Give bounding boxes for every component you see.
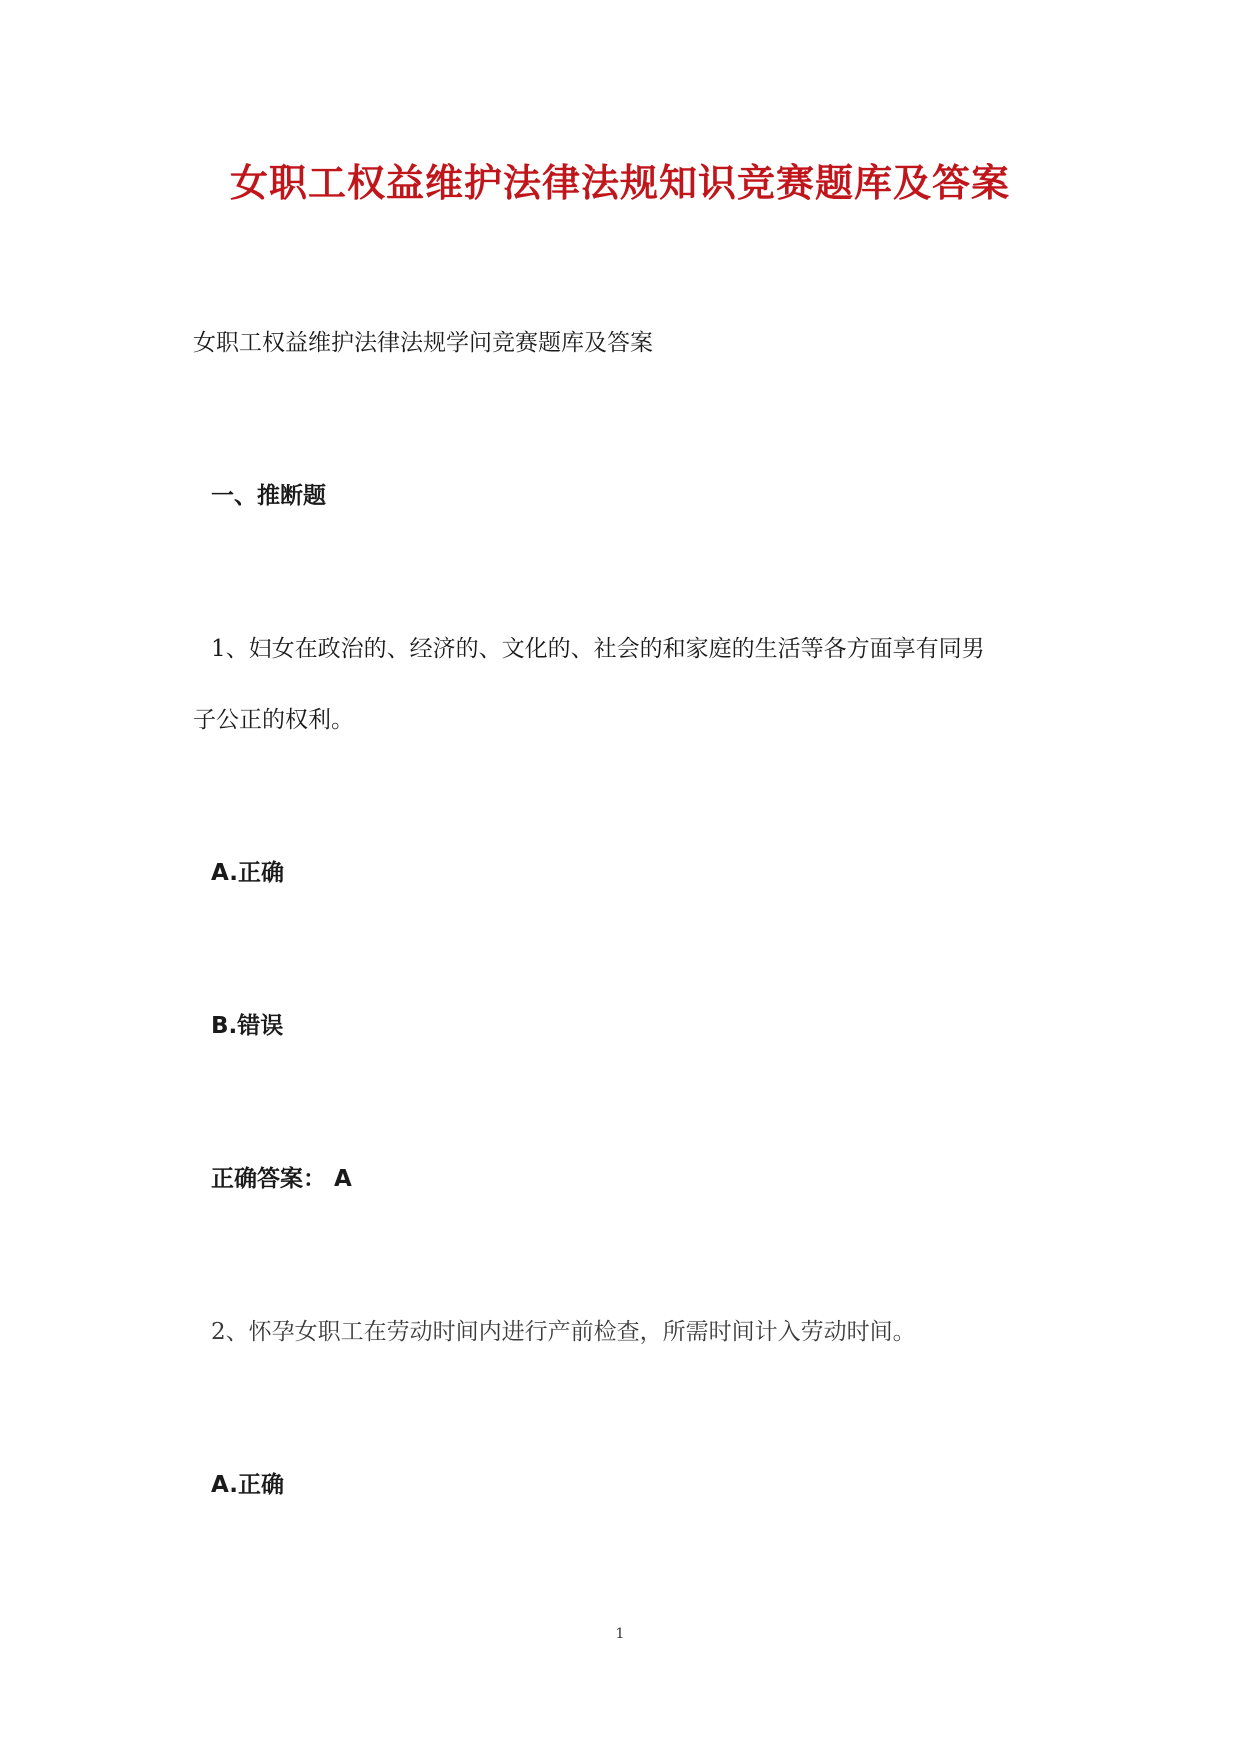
document-subtitle: 女职工权益维护法律法规学问竞赛题库及答案 (193, 330, 653, 356)
question-1-text-line-1: 1、妇女在政治的、经济的、文化的、社会的和家庭的生活等各方面享有同男 (211, 636, 985, 662)
document-title: 女职工权益维护法律法规知识竞赛题库及答案 (229, 161, 1010, 205)
question-2-option-a: A.正确 (211, 1472, 284, 1498)
question-1-option-a: A.正确 (211, 860, 284, 886)
question-1-text-line-2: 子公正的权利。 (193, 707, 354, 733)
question-1-answer: 正确答案： A (211, 1166, 352, 1192)
section-heading: 一、推断题 (211, 483, 326, 509)
question-2-text-line-1: 2、怀孕女职工在劳动时间内进行产前检查，所需时间计入劳动时间。 (211, 1319, 916, 1345)
question-1-option-b: B.错误 (211, 1013, 284, 1039)
page-number: 1 (615, 1626, 625, 1642)
